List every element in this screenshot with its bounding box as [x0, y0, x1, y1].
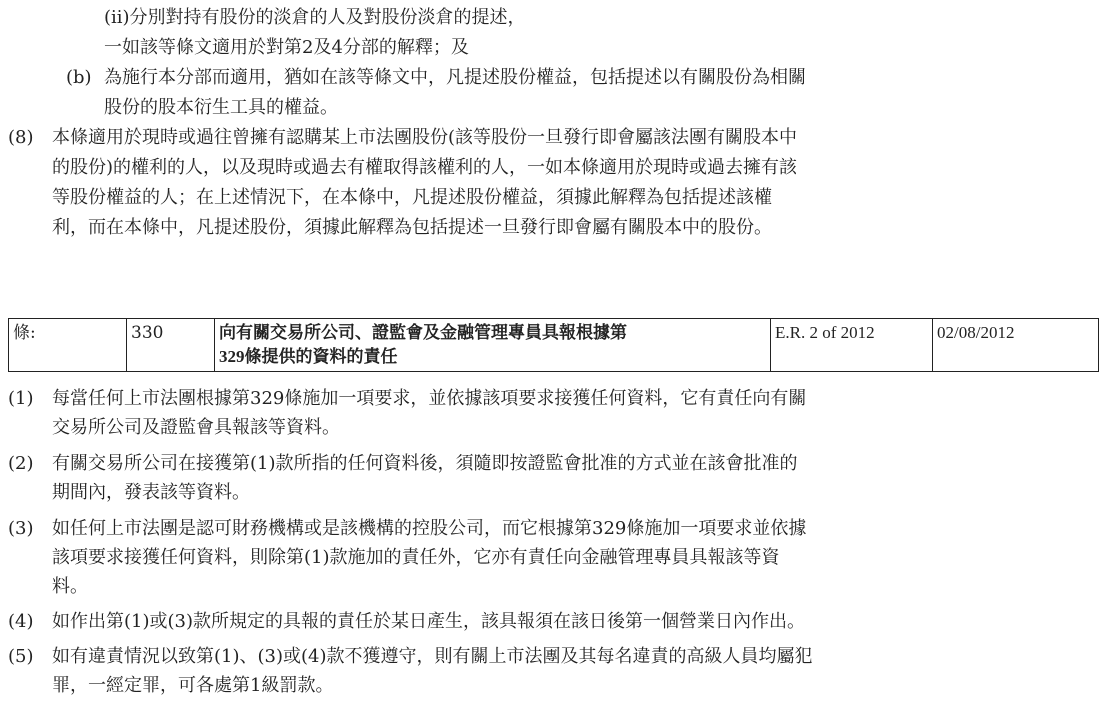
subsection-3-line-3: 料。: [52, 576, 88, 597]
subsection-3-line-2: 該項要求接獲任何資料，則除第(1)款施加的責任外，它亦有責任向金融管理專員具報該等資: [52, 547, 780, 568]
subsection-1-line-1: 每當任何上市法團根據第329條施加一項要求，並依據該項要求接獲任何資料，它有責任向有關: [52, 388, 807, 409]
section-title-ref-number: 329: [219, 347, 245, 366]
subsection-3-line-1: 如任何上市法團是認可財務機構或是該機構的控股公司，而它根據第329條施加一項要求並依據: [52, 518, 807, 539]
section-label: 條:: [9, 319, 127, 372]
subsection-4-marker: (4): [8, 611, 34, 632]
subsection-8-line-2: 的股份)的權利的人，以及現時或過去有權取得該權利的人，一如本條適用於現時或過去擁有該: [52, 157, 798, 178]
subsection-2-marker: (2): [8, 453, 34, 474]
subsection-3-marker: (3): [8, 518, 34, 539]
subparagraph-ii-line-2: 一如該等條文適用於對第2及4分部的解釋；及: [104, 37, 469, 58]
subsection-8-marker: (8): [8, 127, 34, 148]
subsection-8-line-4: 利，而在本條中，凡提述股份，須據此解釋為包括提述一旦發行即會屬有關股本中的股份。: [52, 217, 772, 238]
subsection-1-marker: (1): [8, 388, 34, 409]
section-header-row: [9, 319, 1099, 372]
paragraph-b-line-1: 為施行本分部而適用，猶如在該等條文中，凡提述股份權益，包括提述以有關股份為相關: [104, 67, 806, 88]
subsection-2-line-1: 有關交易所公司在接獲第(1)款所指的任何資料後，須隨即按證監會批准的方式並在該會批准的: [52, 453, 798, 474]
section-header-table: [8, 318, 1099, 372]
section-title-line-2: 條提供的資料的責任: [244, 347, 398, 367]
paragraph-b-marker: (b): [66, 67, 92, 88]
subsection-1-line-2: 交易所公司及證監會具報該等資料。: [52, 417, 340, 438]
section-title: [215, 319, 771, 372]
subsection-2-line-2: 期間內，發表該等資料。: [52, 482, 250, 503]
subsection-5-marker: (5): [8, 646, 34, 667]
subsection-8-line-3: 等股份權益的人；在上述情況下，在本條中，凡提述股份權益，須據此解釋為包括提述該權: [52, 187, 772, 208]
subsection-4-line-1: 如作出第(1)或(3)款所規定的具報的責任於某日產生，該具報須在該日後第一個營業日內作出。: [52, 611, 805, 632]
subsection-5-line-1: 如有違責情況以致第(1)、(3)或(4)款不獲遵守，則有關上市法團及其每名違責的高級人員均屬犯: [52, 646, 813, 667]
subsection-8-line-1: 本條適用於現時或過往曾擁有認購某上市法團股份(該等股份一旦發行即會屬該法團有關股本中: [52, 127, 798, 148]
section-date: 02/08/2012: [933, 319, 1099, 372]
subsection-5-line-2: 罪，一經定罪，可各處第1級罰款。: [52, 675, 334, 696]
subparagraph-ii-line-1: (ii)分別對持有股份的淡倉的人及對股份淡倉的提述，: [104, 7, 526, 28]
section-title-line-1: 向有關交易所公司、證監會及金融管理專員具報根據第: [219, 323, 627, 343]
section-ordinance-ref: E.R. 2 of 2012: [771, 319, 933, 372]
paragraph-b-line-2: 股份的股本衍生工具的權益。: [104, 97, 338, 118]
section-number: 330: [127, 319, 215, 372]
